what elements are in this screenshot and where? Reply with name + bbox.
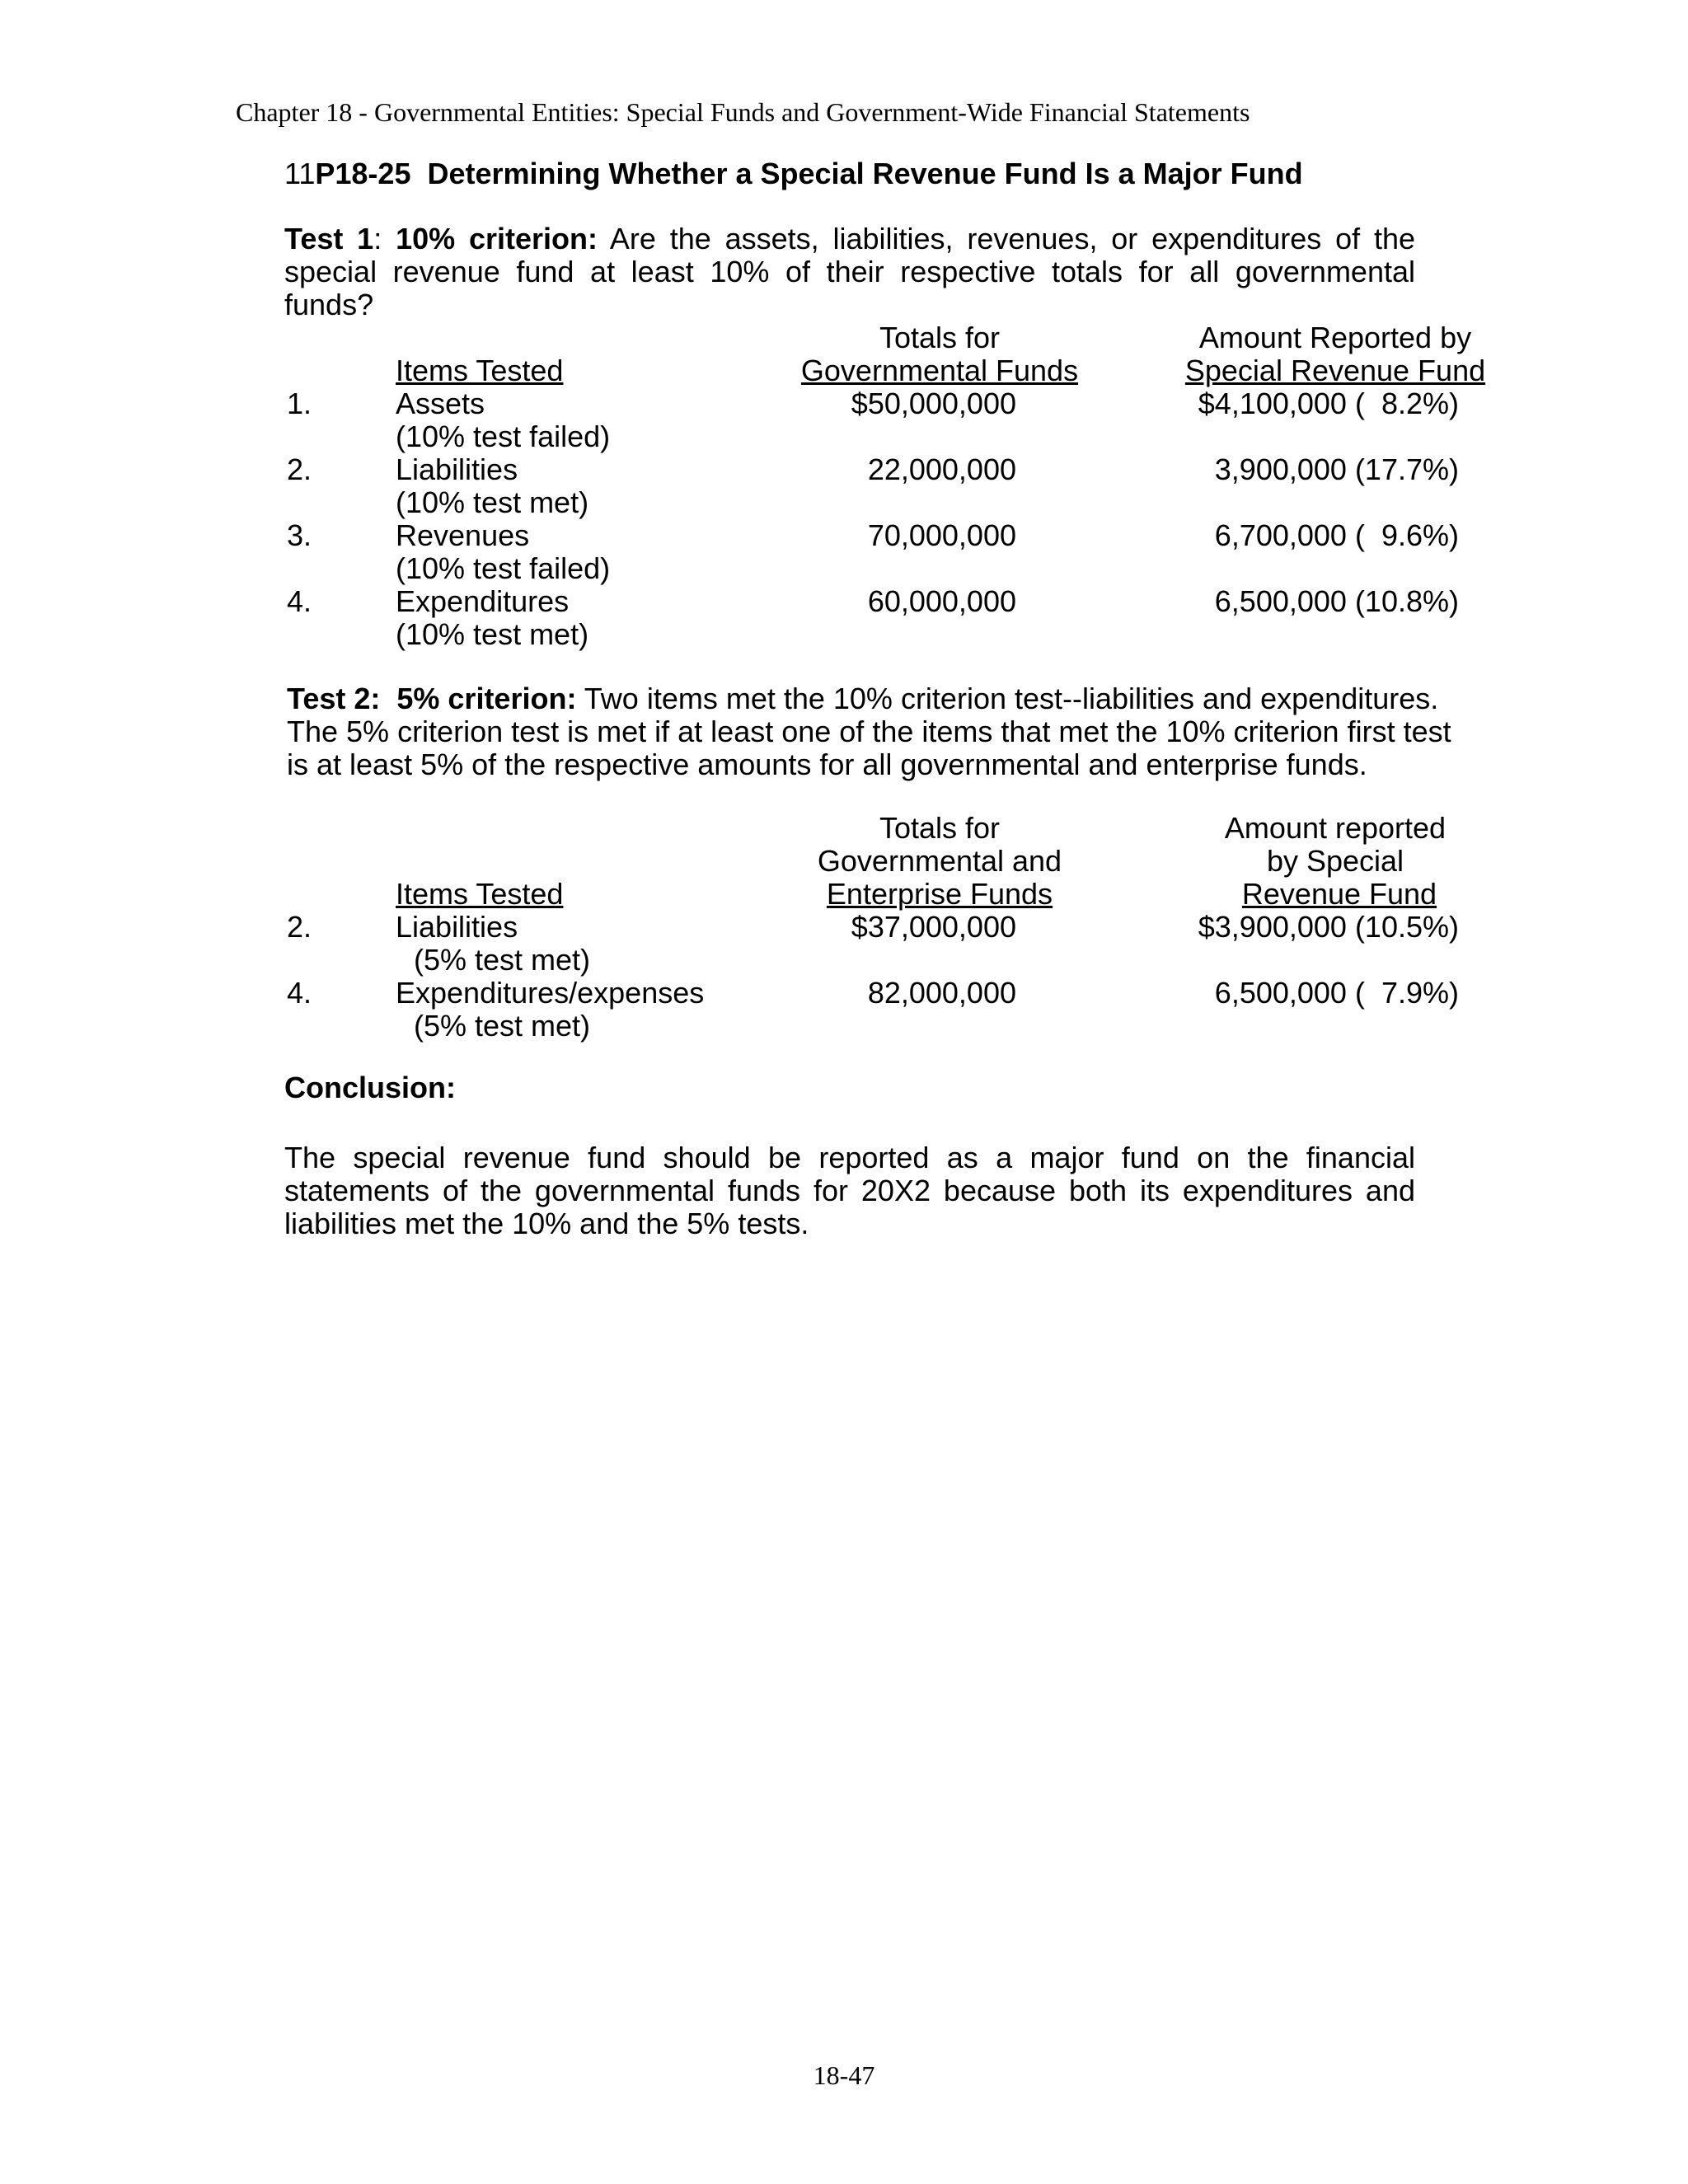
test2-totals-header-line2: Governmental and bbox=[817, 844, 1062, 878]
test1-row-note: (10% test met) bbox=[396, 617, 589, 651]
test2-line3: is at least 5% of the respective amounts for all governmental and enterprise funds. bbox=[287, 748, 1367, 781]
test1-items-header: Items Tested bbox=[396, 354, 564, 387]
test1-row-num: 2. bbox=[287, 452, 312, 486]
chapter-header: Chapter 18 - Governmental Entities: Special Funds and Government-Wide Financial Statements bbox=[236, 97, 1250, 127]
test1-text: Are the assets, liabilities, revenues, or expenditures of the special revenue fund at least 10% of their respective totals for all governmental funds? bbox=[284, 222, 1416, 321]
test1-row-amount: 6,700,000 ( 9.6%) bbox=[1214, 518, 1459, 552]
test1-row-num: 3. bbox=[287, 518, 312, 552]
test1-row-total: 70,000,000 bbox=[867, 518, 1016, 552]
test1-criterion: 10% criterion: bbox=[396, 222, 598, 255]
test2-amount-header-line2: by Special bbox=[1266, 844, 1404, 878]
test2-totals-header-line3: Enterprise Funds bbox=[826, 877, 1053, 911]
test2-criterion: 5% criterion: bbox=[380, 682, 577, 715]
test2-label: Test 2: bbox=[287, 682, 381, 715]
test2-row-note: (5% test met) bbox=[414, 943, 591, 977]
test1-row-total: 60,000,000 bbox=[867, 584, 1016, 618]
test1-row-amount: 6,500,000 (10.8%) bbox=[1214, 584, 1459, 618]
page-number: 18-47 bbox=[813, 2060, 875, 2090]
test2-row-note: (5% test met) bbox=[414, 1009, 591, 1043]
test1-totals-header-line1: Totals for bbox=[879, 321, 1001, 354]
test1-row-item: Liabilities bbox=[396, 452, 518, 486]
test1-row-total: $50,000,000 bbox=[851, 387, 1016, 420]
test2-row-num: 4. bbox=[287, 976, 312, 1010]
test1-amount-header-line2: Special Revenue Fund bbox=[1184, 354, 1486, 387]
test1-row-num: 4. bbox=[287, 584, 312, 618]
conclusion-text: The special revenue fund should be reported as a major fund on the financial statements of the governmental funds for 20X2 because both its expenditures and liabilities met the 10% and the 5% tests. bbox=[284, 1141, 1415, 1240]
test1-row-amount: 3,900,000 (17.7%) bbox=[1214, 452, 1459, 486]
test2-items-header: Items Tested bbox=[396, 877, 564, 911]
conclusion-heading: Conclusion: bbox=[284, 1071, 456, 1104]
test1-row-item: Assets bbox=[396, 387, 485, 420]
test1-label: Test 1 bbox=[284, 222, 374, 255]
problem-heading: P18-25 Determining Whether a Special Revenue Fund Is a Major Fund bbox=[315, 157, 1303, 190]
test2-row-total: 82,000,000 bbox=[867, 976, 1016, 1010]
test1-row-item: Expenditures bbox=[396, 584, 570, 618]
test2-line2: The 5% criterion test is met if at least one of the items that met the 10% criterion first test bbox=[287, 715, 1451, 748]
test2-row-item: Expenditures/expenses bbox=[396, 976, 705, 1010]
test1-amount-header-line1: Amount Reported by bbox=[1198, 321, 1472, 354]
test1-row-amount: $4,100,000 ( 8.2%) bbox=[1198, 387, 1459, 420]
test1-paragraph: Test 1: 10% criterion: Are the assets, liabilities, revenues, or expenditures of the special revenue fund at least 10% of their respective totals for all governmental funds? bbox=[284, 222, 1416, 321]
problem-title bbox=[284, 157, 1303, 191]
test2-row-amount: 6,500,000 ( 7.9%) bbox=[1214, 976, 1459, 1010]
test2-line1: Test 2: 5% criterion: Two items met the 10% criterion test--liabilities and expenditures. bbox=[287, 682, 1439, 715]
test2-amount-header-line1: Amount reported bbox=[1224, 811, 1447, 845]
problem-prefix: 11 bbox=[284, 157, 316, 190]
test2-totals-header-line1: Totals for bbox=[879, 811, 1001, 845]
test1-row-note: (10% test met) bbox=[396, 485, 589, 519]
test2-row-num: 2. bbox=[287, 910, 312, 944]
test1-row-note: (10% test failed) bbox=[396, 551, 611, 585]
test2-row-total: $37,000,000 bbox=[851, 910, 1016, 944]
test2-row-item: Liabilities bbox=[396, 910, 518, 944]
test2-amount-header-line3: Revenue Fund bbox=[1241, 877, 1437, 911]
test1-row-note: (10% test failed) bbox=[396, 419, 611, 453]
test2-row-amount: $3,900,000 (10.5%) bbox=[1198, 910, 1459, 944]
test1-row-num: 1. bbox=[287, 387, 312, 420]
test1-row-total: 22,000,000 bbox=[867, 452, 1016, 486]
test1-totals-header-line2: Governmental Funds bbox=[800, 354, 1079, 387]
test1-row-item: Revenues bbox=[396, 518, 530, 552]
